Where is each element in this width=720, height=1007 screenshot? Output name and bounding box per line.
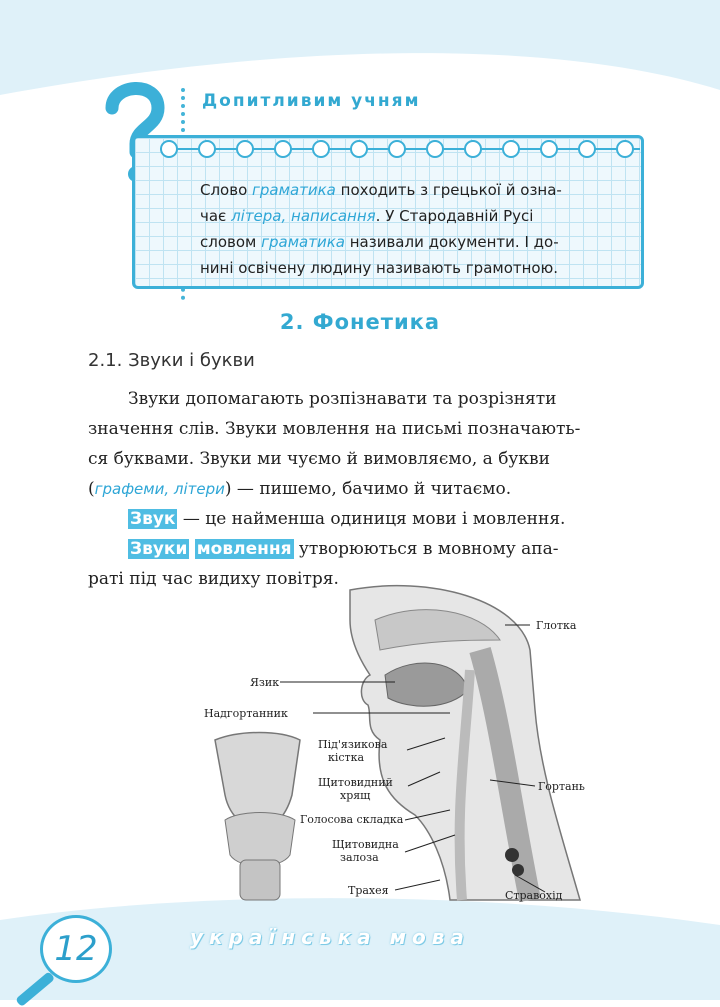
- speech-apparatus-diagram: [200, 580, 620, 910]
- label-trakheia: Трахея: [348, 884, 389, 897]
- label-zaloza-2: залоза: [340, 851, 379, 864]
- label-glotka: Глотка: [536, 619, 577, 632]
- book-title: українська мова: [190, 925, 470, 949]
- term-zvuky: Звуки: [130, 539, 188, 559]
- box-text: Слово граматика походить з грецької й озна- чає літера, написання. У Стародавній Русі словом граматика називали документи. І до- нині освічену людину називають грамотною.: [200, 181, 562, 277]
- label-hortan: Гортань: [538, 780, 585, 793]
- label-stravokhid: Стравохід: [505, 889, 563, 902]
- label-pidyazykova-2: кістка: [328, 751, 365, 764]
- box-title: Допитливим учням: [202, 91, 421, 111]
- term-movlennia: мовлення: [196, 539, 292, 559]
- paragraph-3: Звуки мовлення утворюються в мовному апа- раті під час видиху повітря.: [88, 539, 559, 589]
- page-number-badge: [40, 915, 112, 983]
- label-zaloza-1: Щитовидна: [332, 838, 399, 851]
- term-hramatyka-2: граматика: [261, 233, 345, 251]
- subsection-heading: 2.1. Звуки і букви: [88, 350, 255, 371]
- label-nadhortannyk: Надгортанник: [204, 707, 288, 720]
- page-number: 12: [54, 929, 98, 969]
- label-yazyk: Язик: [250, 676, 280, 689]
- ring-binding: [160, 140, 640, 158]
- paragraph-1: Звуки допомагають розпізнавати та розрізняти значення слів. Звуки мовлення на письмі позначають- ся буквами. Звуки ми чуємо й вимовляємо, а букви (графеми, літери) — пишемо, бачимо й читаємо.: [88, 389, 581, 499]
- term-zvuk: Звук: [130, 509, 176, 529]
- term-hrafemy: графеми, літери: [94, 480, 225, 498]
- label-holosova: Голосова складка: [300, 813, 404, 826]
- label-pidyazykova-1: Під'язикова: [318, 738, 388, 751]
- label-shchytovydnyi-1: Щитовидний: [318, 776, 393, 789]
- label-shchytovydnyi-2: хрящ: [340, 789, 371, 802]
- term-hramatyka: граматика: [252, 181, 336, 199]
- paragraph-2: Звук — це найменша одиниця мови і мовлення.: [130, 509, 566, 529]
- section-title: 2. Фонетика: [279, 310, 441, 334]
- term-litera: літера, написання: [231, 207, 376, 225]
